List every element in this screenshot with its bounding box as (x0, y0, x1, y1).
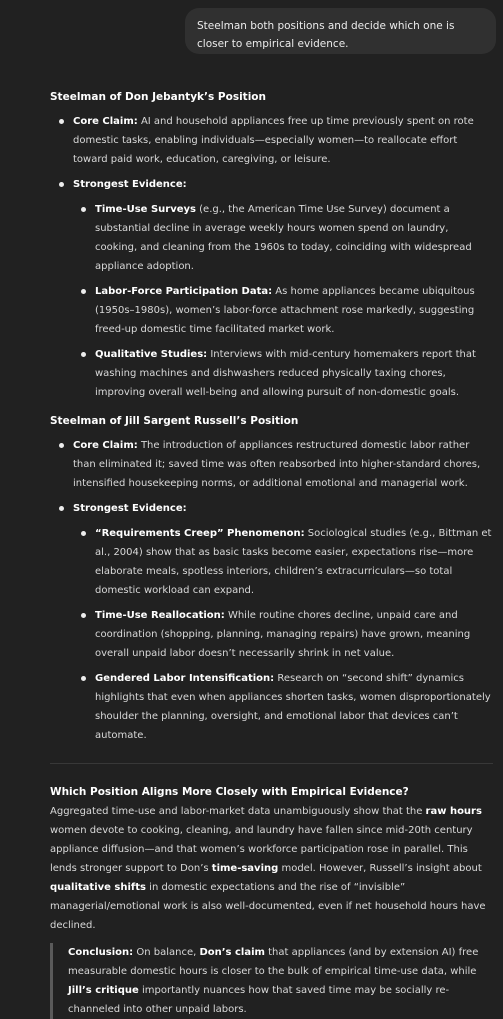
conclusion-label: Conclusion: (68, 947, 134, 958)
user-message-text: Steelman both positions and decide which one is closer to empirical evidence. (197, 20, 455, 50)
jill-evidence-item (0, 669, 503, 745)
don-evidence-item (0, 345, 503, 402)
jill-evidence-text-1: Sociological studies (e.g., Bittman et al., 2004) show that as basic tasks become easier, expectations rise—more elaborate meals, spotless interiors, children’s extracurriculars—so total domestic workload can expand. (95, 528, 492, 596)
conclusion-text-2: that appliances (and by extension AI) free measurable domestic hours is closer to the bulk of empirical time-use data, while (68, 947, 479, 977)
don-evidence-text-2: As home appliances became ubiquitous (1950s–1980s), women’s labor-force attachment rose markedly, suggesting freed-up domestic time facilitated market work. (95, 286, 475, 335)
jill-core-label: Core Claim: (73, 440, 138, 451)
jills-critique-emphasis: Jill’s critique (68, 985, 139, 996)
conclusion-text-1: On balance, (133, 947, 200, 958)
don-evidence-text-1: (e.g., the American Time Use Survey) document a substantial decline in average weekly hours women spend on laundry, cooking, and cleaning from the 1960s to today, coinciding with widespread appliance adoption. (95, 204, 472, 272)
jill-core-text: The introduction of appliances restructured domestic labor rather than eliminated it; saved time was often reabsorbed into higher-standard chores, intensified housekeeping norms, or additional emotional and managerial work. (73, 440, 481, 489)
user-message-bubble (185, 8, 496, 54)
jill-heading: Steelman of Jill Sargent Russell’s Position (50, 415, 299, 427)
conclusion-blockquote (50, 943, 495, 1019)
jill-evidence-label-1: “Requirements Creep” Phenomenon: (95, 528, 305, 539)
don-evidence-label: Strongest Evidence: (73, 179, 187, 190)
jill-evidence-label-item (0, 499, 503, 518)
raw-hours-emphasis: raw hours (425, 806, 482, 817)
don-evidence-text-3: Interviews with mid-century homemakers report that washing machines and dishwashers reduced physically taxing chores, improving overall well-being and allowing pursuit of non-domestic goals. (95, 349, 476, 398)
don-evidence-label-2: Labor-Force Participation Data: (95, 286, 273, 297)
verdict-text-4: in domestic expectations and the rise of “invisible” managerial/emotional work is also well-documented, even if net household hours have declined. (50, 882, 486, 931)
dons-claim-emphasis: Don’s claim (199, 947, 265, 958)
jill-evidence-text-3: Research on “second shift” dynamics highlights that even when appliances shorten tasks, women disproportionately shoulder the planning, oversight, and emotional labor that devices can’t automate. (95, 673, 491, 741)
verdict-paragraph (50, 802, 495, 935)
don-evidence-label-1: Time-Use Surveys (95, 204, 196, 215)
don-heading: Steelman of Don Jebantyk’s Position (50, 91, 266, 103)
assistant-response (0, 84, 503, 1019)
verdict-text-3: model. However, Russell’s insight about (278, 863, 482, 874)
jill-core-claim (0, 436, 503, 493)
don-core-claim (0, 112, 503, 169)
don-core-label: Core Claim: (73, 116, 138, 127)
section-divider (50, 763, 493, 764)
qualitative-shifts-emphasis: qualitative shifts (50, 882, 146, 893)
don-evidence-label-3: Qualitative Studies: (95, 349, 208, 360)
jill-evidence-text-2: While routine chores decline, unpaid care and coordination (shopping, planning, managing repairs) have grown, meaning overall unpaid labor doesn’t necessarily shrink in net value. (95, 610, 471, 659)
don-evidence-label-item (0, 175, 503, 194)
jill-evidence-label-2: Time-Use Reallocation: (95, 610, 225, 621)
verdict-heading: Which Position Aligns More Closely with Empirical Evidence? (50, 786, 409, 798)
jill-evidence-label-3: Gendered Labor Intensification: (95, 673, 275, 684)
verdict-text-1: Aggregated time-use and labor-market data unambiguously show that the (50, 806, 426, 817)
don-evidence-item (0, 282, 503, 339)
jill-evidence-label: Strongest Evidence: (73, 503, 187, 514)
conclusion-text-3: importantly nuances how that saved time may be socially re-channeled into other unpaid labors. (68, 985, 450, 1015)
jill-evidence-item (0, 606, 503, 663)
time-saving-emphasis: time-saving (211, 863, 279, 874)
verdict-text-2: women devote to cooking, cleaning, and laundry have fallen since mid-20th century appliance diffusion—and that women’s workforce participation rose in parallel. This lends stronger support to Don’s (50, 825, 473, 874)
don-evidence-item (0, 200, 503, 276)
don-core-text: AI and household appliances free up time previously spent on rote domestic tasks, enabling individuals—especially women—to reallocate effort toward paid work, education, caregiving, or leisure. (73, 116, 474, 165)
jill-evidence-item (0, 524, 503, 600)
